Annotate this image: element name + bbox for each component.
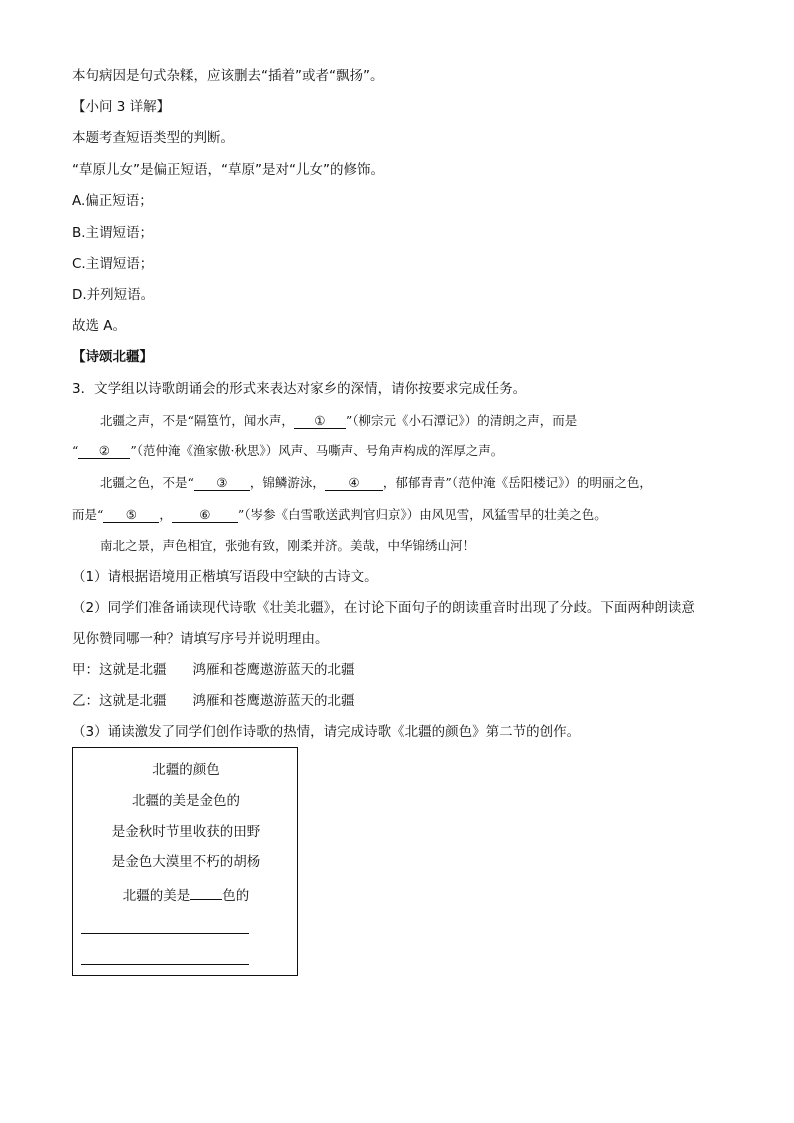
blank-6: ⑥ xyxy=(172,507,238,523)
passage-text: ”（柳宗元《小石潭记》）的清朗之声，而是 xyxy=(345,413,578,428)
poem-line-blank xyxy=(73,886,299,905)
blank-5: ⑤ xyxy=(103,507,159,523)
task-3: （3）诵读激发了同学们创作诗歌的热情，请完成诗歌《北疆的颜色》第二节的创作。 xyxy=(72,724,581,740)
option-a: A.偏正短语； xyxy=(72,193,153,209)
poem-line: 北疆的美是金色的 xyxy=(132,793,240,809)
option-d: D.并列短语。 xyxy=(72,287,155,303)
task-2-cont: 见你赞同哪一种？请填写序号并说明理由。 xyxy=(72,631,329,647)
option-c: C.主谓短语； xyxy=(72,256,154,272)
passage-line-4 xyxy=(72,506,607,524)
passage-text: ”（岑参《白雪歌送武判官归京》）由风见雪，风猛雪早的壮美之色。 xyxy=(237,507,607,522)
poem-line: 是金色大漠里不朽的胡杨 xyxy=(111,854,261,870)
passage-text: “ xyxy=(72,443,79,458)
passage-text: ，郁郁青青”（范仲淹《岳阳楼记》）的明丽之色， xyxy=(382,475,652,490)
blank-1: ① xyxy=(294,413,346,429)
option-b: B.主谓短语； xyxy=(72,225,154,241)
option-jia-label: 甲：这就是北疆 xyxy=(72,662,167,678)
poem-text: 北疆的美是 xyxy=(122,888,191,904)
writing-line[interactable] xyxy=(81,964,249,965)
blank-3: ③ xyxy=(194,475,250,491)
section-title: 【诗颂北疆】 xyxy=(72,349,153,365)
section-heading: 【小问 3 详解】 xyxy=(72,99,171,115)
passage-line-1 xyxy=(100,412,577,430)
poem-title: 北疆的颜色 xyxy=(152,762,220,778)
writing-line[interactable] xyxy=(81,933,249,934)
option-yi-text: 鸿雁和苍鹰遨游蓝天的北疆 xyxy=(192,693,355,709)
passage-text: ，锦鳞游泳， xyxy=(249,475,325,490)
option-jia xyxy=(72,661,355,679)
passage-line-3 xyxy=(100,474,652,492)
passage-text: 北疆之声，不是“隔篁竹，闻水声， xyxy=(100,413,294,428)
poem-line: 是金秋时节里收获的田野 xyxy=(111,824,261,840)
text-line: 本题考查短语类型的判断。 xyxy=(72,130,234,146)
blank-2: ② xyxy=(78,443,130,459)
text-line: 本句病因是句式杂糅，应该删去“插着”或者“飘扬”。 xyxy=(72,68,384,84)
passage-line-5: 南北之景，声色相宜，张弛有致，刚柔并济。美哉，中华锦绣山河！ xyxy=(100,538,476,553)
poem-text: 色的 xyxy=(222,888,250,904)
poem-box xyxy=(72,747,298,976)
passage-text: 北疆之色，不是“ xyxy=(100,475,194,490)
task-1: （1）请根据语境用正楷填写语段中空缺的古诗文。 xyxy=(72,569,378,585)
option-jia-text: 鸿雁和苍鹰遨游蓝天的北疆 xyxy=(192,662,355,678)
question-stem: 3．文学组以诗歌朗诵会的形式来表达对家乡的深情，请你按要求完成任务。 xyxy=(72,381,527,397)
text-line: “草原儿女”是偏正短语，“草原”是对“儿女”的修饰。 xyxy=(72,162,384,178)
blank-4: ④ xyxy=(325,475,383,491)
passage-text: 而是“ xyxy=(72,507,104,522)
answer-line: 故选 A。 xyxy=(72,318,127,334)
passage-text: ， xyxy=(159,507,172,522)
option-yi-label: 乙：这就是北疆 xyxy=(72,693,167,709)
option-yi xyxy=(72,692,355,710)
passage-text: ”（范仲淹《渔家傲·秋思》）风声、马嘶声、号角声构成的浑厚之声。 xyxy=(130,443,504,458)
task-2: （2）同学们准备诵读现代诗歌《壮美北疆》，在讨论下面句子的朗读重音时出现了分歧。下面两种朗读意 xyxy=(72,600,695,616)
passage-line-2 xyxy=(72,442,503,460)
color-blank[interactable] xyxy=(190,886,222,900)
